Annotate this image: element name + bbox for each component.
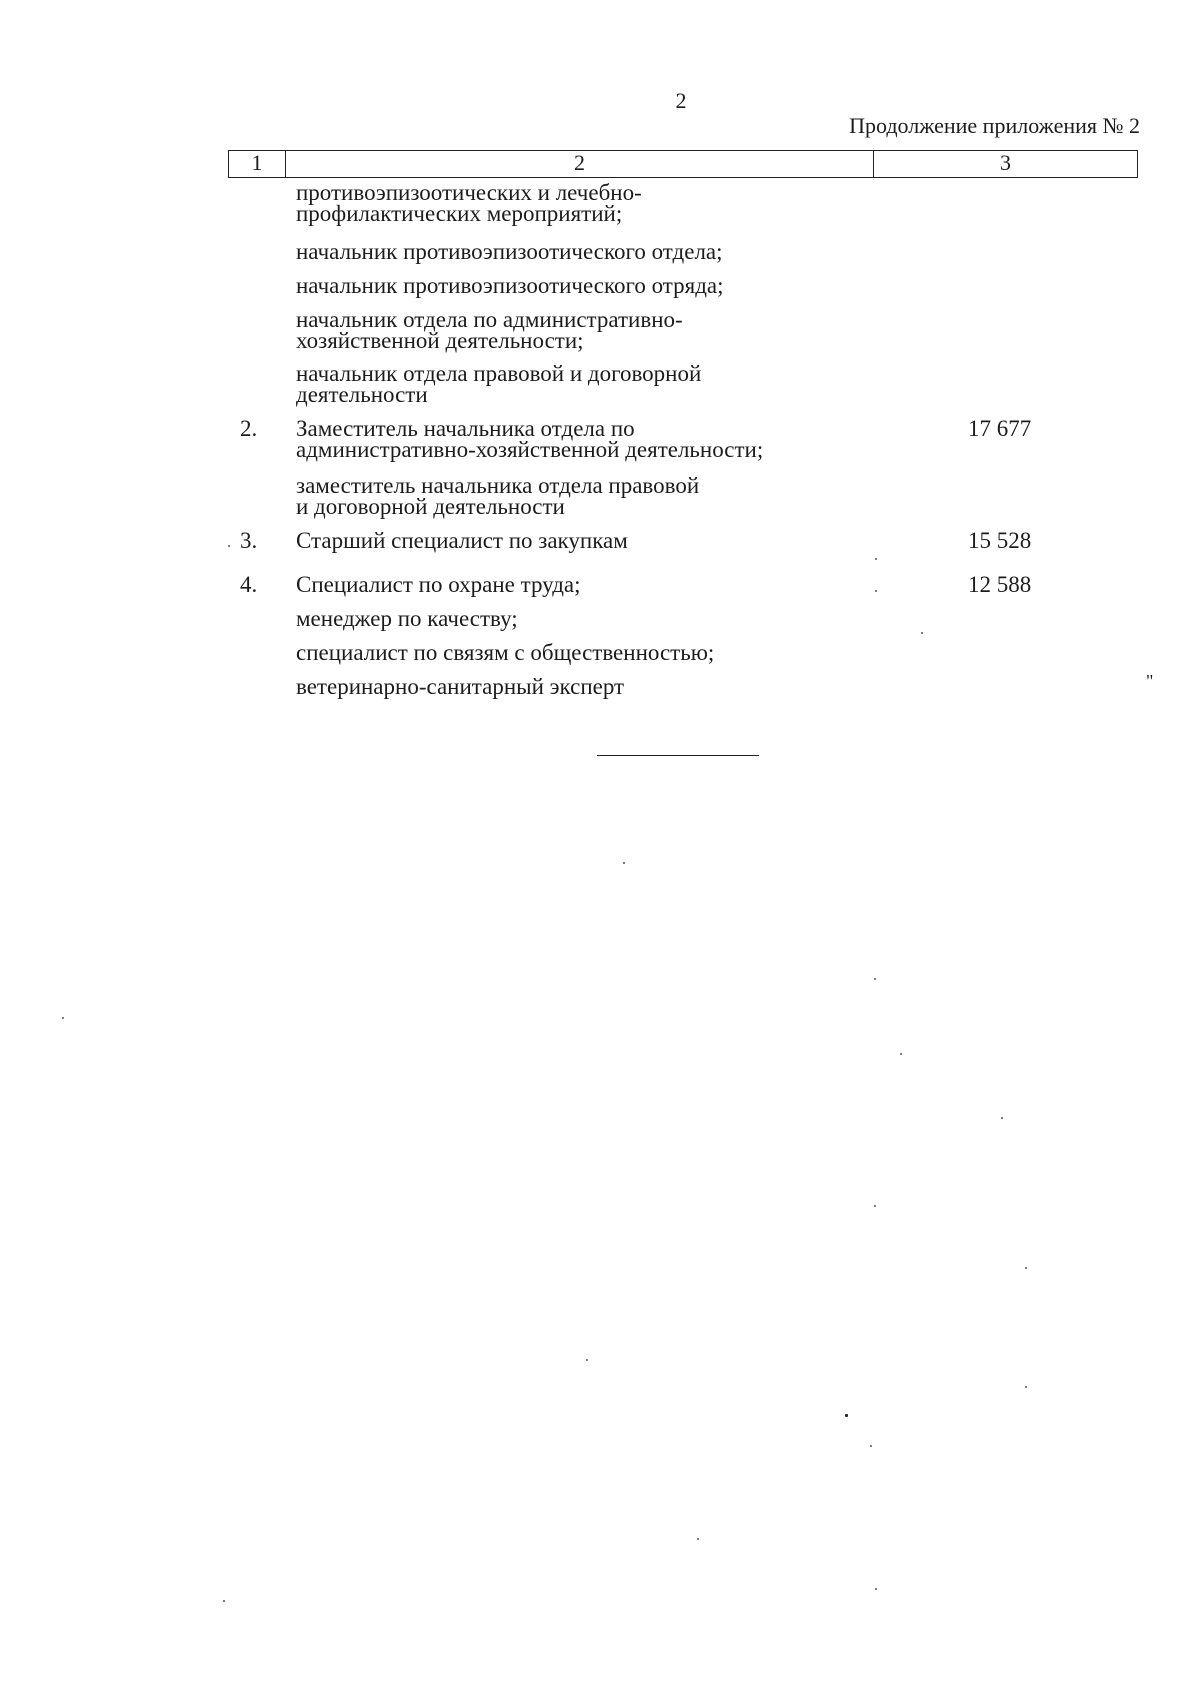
scan-speck bbox=[223, 1600, 225, 1602]
row-line: начальник отдела по административно- bbox=[296, 307, 683, 332]
row-position-text bbox=[296, 676, 896, 697]
scan-speck bbox=[845, 1414, 848, 1417]
scan-speck bbox=[921, 632, 923, 634]
row-position-text bbox=[296, 275, 896, 296]
scan-speck bbox=[623, 862, 625, 864]
row-number: 4. bbox=[240, 572, 258, 597]
scan-speck bbox=[875, 590, 877, 592]
row-line: начальник отдела правовой и договорной bbox=[296, 361, 702, 386]
scan-speck bbox=[697, 1538, 699, 1540]
row-position-text bbox=[296, 642, 896, 663]
row-position-text bbox=[296, 241, 896, 262]
row-line: специалист по связям с общественностью; bbox=[296, 640, 715, 665]
row-line: начальник противоэпизоотического отдела; bbox=[296, 239, 723, 264]
row-line: Специалист по охране труда; bbox=[296, 572, 581, 597]
scan-speck bbox=[1001, 1117, 1003, 1119]
table-header bbox=[228, 150, 1138, 178]
row-line: хозяйственной деятельности; bbox=[296, 328, 584, 353]
row-line: деятельности bbox=[296, 382, 428, 407]
row-line: профилактических мероприятий; bbox=[296, 201, 623, 226]
scan-speck bbox=[875, 558, 877, 560]
row-position-text bbox=[296, 418, 896, 460]
closing-quote-mark: " bbox=[1146, 671, 1154, 691]
row-position-text bbox=[296, 363, 896, 405]
row-line: Заместитель начальника отдела по bbox=[296, 416, 635, 441]
row-line: противоэпизоотических и лечебно- bbox=[296, 180, 642, 205]
scan-speck bbox=[228, 545, 230, 547]
scan-speck bbox=[900, 1053, 902, 1055]
row-line: начальник противоэпизоотического отряда; bbox=[296, 273, 724, 298]
scan-speck bbox=[874, 978, 876, 980]
continuation-label: Продолжение приложения № 2 bbox=[849, 113, 1140, 138]
scan-speck bbox=[870, 1445, 872, 1447]
row-position-text bbox=[296, 475, 896, 517]
scan-speck bbox=[586, 1359, 588, 1361]
scan-speck bbox=[1025, 1267, 1027, 1269]
row-line: ветеринарно-санитарный эксперт bbox=[296, 674, 625, 699]
row-salary-value: 12 588 bbox=[968, 572, 1032, 597]
row-line: менеджер по качеству; bbox=[296, 606, 518, 631]
row-line: и договорной деятельности bbox=[296, 494, 565, 519]
row-number: 2. bbox=[240, 416, 258, 441]
table-header-col-2: 2 bbox=[286, 151, 874, 177]
row-line: административно-хозяйственной деятельности; bbox=[296, 437, 764, 462]
scan-speck bbox=[874, 1205, 876, 1207]
table-header-col-3: 3 bbox=[1000, 150, 1011, 175]
row-position-text bbox=[296, 182, 896, 224]
scan-speck bbox=[875, 1588, 877, 1590]
scan-speck bbox=[1025, 1386, 1027, 1388]
row-salary-value: 17 677 bbox=[968, 416, 1032, 441]
table-header-col-1: 1 bbox=[229, 151, 286, 177]
end-divider bbox=[597, 755, 759, 756]
row-line: Старший специалист по закупкам bbox=[296, 528, 628, 553]
row-position-text bbox=[296, 530, 896, 551]
row-position-text bbox=[296, 309, 896, 351]
row-salary-value: 15 528 bbox=[968, 528, 1032, 553]
row-position-text bbox=[296, 608, 896, 629]
row-number: 3. bbox=[240, 528, 258, 553]
page-number: 2 bbox=[675, 88, 687, 113]
scan-speck bbox=[62, 1017, 64, 1019]
row-line: заместитель начальника отдела правовой bbox=[296, 473, 700, 498]
row-position-text bbox=[296, 574, 896, 595]
